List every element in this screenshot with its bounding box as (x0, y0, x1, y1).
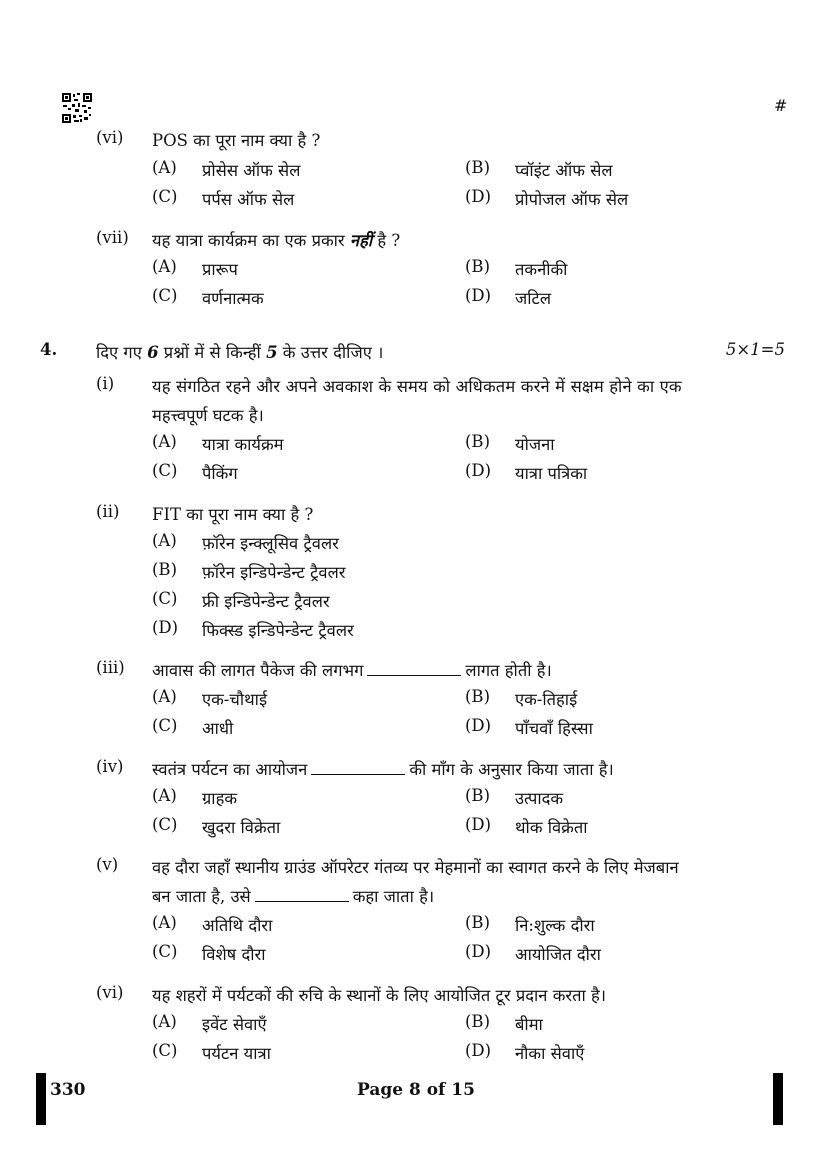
option-label: (D) (465, 286, 492, 305)
option-label: (C) (152, 942, 178, 961)
option-text: जटिल (515, 289, 552, 308)
option-text: एक-तिहाई (515, 690, 578, 709)
footer-bar-left (36, 1073, 46, 1125)
option-text: वर्णनात्मक (202, 289, 264, 308)
question-number: (iv) (96, 757, 124, 776)
option-text: प्रोसेस ऑफ सेल (202, 161, 301, 180)
option-text: फ़ॉरेन इन्क्लूसिव ट्रैवलर (202, 534, 339, 553)
option-label: (D) (465, 815, 492, 834)
option-label: (C) (152, 716, 178, 735)
option-text: इवेंट सेवाएँ (202, 1015, 267, 1034)
option-text: पर्पस ऑफ सेल (202, 190, 295, 209)
option-label: (D) (465, 187, 492, 206)
option-text: उत्पादक (515, 789, 564, 808)
option-text: पैकिंग (202, 464, 238, 483)
question-text: FIT का पूरा नाम क्या है ? (152, 505, 314, 524)
option-label: (C) (152, 286, 178, 305)
option-label: (B) (465, 432, 490, 451)
option-text: फिक्स्ड इन्डिपेन्डेन्ट ट्रैवलर (202, 621, 354, 640)
option-label: (B) (465, 257, 490, 276)
option-label: (B) (465, 158, 490, 177)
option-text: ग्राहक (202, 789, 238, 808)
question-number: (vi) (96, 983, 124, 1002)
option-label: (B) (152, 560, 177, 579)
option-label: (C) (152, 589, 178, 608)
option-label: (A) (152, 687, 177, 706)
option-text: यात्रा कार्यक्रम (202, 435, 284, 454)
question-text: यह शहरों में पर्यटकों की रुचि के स्थानों के लिए आयोजित टूर प्रदान करता है। (152, 986, 607, 1005)
option-label: (D) (465, 461, 492, 480)
question-text: स्वतंत्र पर्यटन का आयोजन की माँग के अनुसार किया जाता है। (152, 760, 614, 779)
qr-code (62, 93, 92, 123)
option-text: विशेष दौरा (202, 945, 266, 964)
option-label: (B) (465, 687, 490, 706)
question-number: (vii) (96, 228, 129, 247)
option-label: (C) (152, 461, 178, 480)
option-label: (D) (152, 618, 179, 637)
option-text: अतिथि दौरा (202, 916, 273, 935)
question-number: (vi) (96, 128, 124, 147)
option-text: नौका सेवाएँ (515, 1044, 585, 1063)
option-label: (A) (152, 432, 177, 451)
option-label: (D) (465, 942, 492, 961)
option-text: आधी (202, 719, 234, 738)
option-label: (A) (152, 257, 177, 276)
option-label: (A) (152, 531, 177, 550)
section-number: 4. (40, 340, 58, 359)
option-label: (A) (152, 158, 177, 177)
option-label: (B) (465, 1012, 490, 1031)
question-number: (v) (96, 855, 119, 874)
option-text: पाँचवाँ हिस्सा (515, 719, 593, 738)
option-label: (A) (152, 1012, 177, 1031)
option-text: पर्यटन यात्रा (202, 1044, 271, 1063)
question-number: (ii) (96, 502, 120, 521)
option-label: (A) (152, 913, 177, 932)
section-marks: 5×1=5 (725, 340, 785, 359)
section-instruction: दिए गए 6 प्रश्नों में से किन्हीं 5 के उत्तर दीजिए । (96, 343, 384, 362)
option-text: यात्रा पत्रिका (515, 464, 588, 483)
question-text: यह संगठित रहने और अपने अवकाश के समय को अधिकतम करने में सक्षम होने का एक (152, 377, 682, 396)
option-text: तकनीकी (515, 260, 568, 279)
fill-in-blank (367, 661, 461, 676)
page-number: Page 8 of 15 (357, 1080, 475, 1100)
option-label: (B) (465, 913, 490, 932)
question-number: (iii) (96, 658, 125, 677)
option-label: (C) (152, 1041, 178, 1060)
option-label: (D) (465, 716, 492, 735)
option-text: थोक विक्रेता (515, 818, 588, 837)
question-text: आवास की लागत पैकेज की लगभग लागत होती है। (152, 661, 552, 680)
option-text: योजना (515, 435, 555, 454)
option-text: बीमा (515, 1015, 543, 1034)
question-text: वह दौरा जहाँ स्थानीय ग्राउंड ऑपरेटर गंतव्य पर मेहमानों का स्वागत करने के लिए मेजबान (152, 858, 679, 877)
option-text: फ़ॉरेन इन्डिपेन्डेन्ट ट्रैवलर (202, 563, 346, 582)
paper-code: 330 (50, 1080, 86, 1100)
option-label: (B) (465, 786, 490, 805)
question-text-continued: बन जाता है, उसे कहा जाता है। (152, 887, 435, 906)
option-text: आयोजित दौरा (515, 945, 601, 964)
page-hash-mark: # (774, 96, 788, 115)
option-text: खुदरा विक्रेता (202, 818, 281, 837)
option-text: फ्री इन्डिपेन्डेन्ट ट्रैवलर (202, 592, 330, 611)
option-label: (C) (152, 187, 178, 206)
fill-in-blank (311, 760, 405, 775)
option-label: (C) (152, 815, 178, 834)
option-text: एक-चौथाई (202, 690, 268, 709)
emphasis-text: नहीं (349, 231, 373, 250)
option-label: (D) (465, 1041, 492, 1060)
option-text: नि:शुल्क दौरा (515, 916, 595, 935)
question-text: यह यात्रा कार्यक्रम का एक प्रकार नहीं है ? (152, 231, 401, 250)
option-text: प्रारूप (202, 260, 238, 279)
question-text-continued: महत्त्वपूर्ण घटक है। (152, 406, 264, 425)
footer-bar-right (773, 1073, 783, 1125)
option-text: प्रोपोजल ऑफ सेल (515, 190, 629, 209)
question-text: POS का पूरा नाम क्या है ? (152, 131, 321, 150)
fill-in-blank (255, 887, 349, 902)
option-text: प्वॉइंट ऑफ सेल (515, 161, 613, 180)
option-label: (A) (152, 786, 177, 805)
question-number: (i) (96, 374, 115, 393)
